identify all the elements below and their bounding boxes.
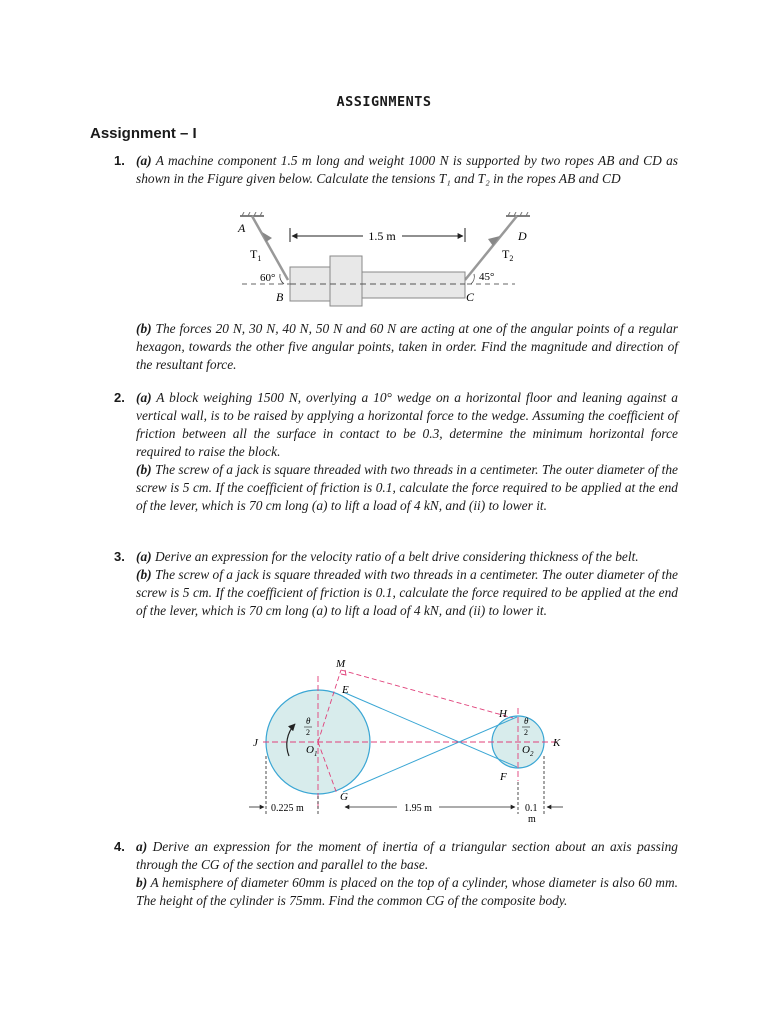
part-label: b)	[136, 875, 148, 890]
label-a: A	[238, 221, 246, 235]
dimension-right: 0.1	[525, 803, 538, 814]
right-support-icon	[506, 212, 530, 216]
part-label: a)	[136, 839, 148, 854]
label-d: D	[518, 229, 527, 243]
shaft-collar	[330, 256, 362, 306]
question-1	[114, 152, 678, 188]
question-text: The screw of a jack is square threaded with two threads in a centimeter. The outer diameter of the screw is 5 cm. If the coefficient of friction is 0.1, calculate the force required to be applied at the end of the lever, which is 70 cm long (a) to lift a load of 4 kN, and (ii) to lower it.	[136, 462, 678, 513]
belt-lower	[343, 717, 517, 792]
label-t2: $T_2$	[502, 247, 514, 263]
dimension-left: 0.225 m	[271, 803, 304, 814]
angle-right: 45°	[479, 271, 495, 283]
angle-left: 60°	[260, 272, 276, 284]
question-number: 2.	[114, 390, 125, 405]
question-text: A block weighing 1500 N, overlying a 10° wedge on a horizontal floor and leaning against a vertical wall, is to be raised by applying a horizontal force to the wedge. Assuming the coefficient of friction between all the surface in contact to be 0.3, determine the minimum horizontal force required to raise the block.	[136, 390, 678, 459]
label-m: M	[336, 658, 346, 670]
label-t1: $T_1$	[250, 247, 262, 263]
label-o2: $O_2$	[522, 744, 534, 758]
question-3	[114, 548, 678, 620]
dimension-mid: 1.95 m	[404, 803, 432, 814]
theta-left-two: 2	[306, 728, 310, 737]
belt-drive-figure	[245, 656, 575, 826]
part-label: (b)	[136, 567, 152, 582]
label-e: E	[342, 684, 349, 696]
question-4	[114, 838, 678, 910]
rope-ab	[252, 216, 288, 280]
label-k: K	[553, 737, 561, 749]
label-f: F	[500, 771, 507, 783]
question-1b	[114, 320, 678, 374]
part-label: (a)	[136, 549, 152, 564]
question-text: A machine component 1.5 m long and weight 1000 N is supported by two ropes AB and CD as shown in the Figure given below. Calculate the tensions T₁ and T₂ in the ropes AB and CD	[136, 153, 678, 186]
question-number: 1.	[114, 153, 125, 168]
question-text: A hemisphere of diameter 60mm is placed on the top of a cylinder, whose diameter is also 60 mm. The height of the cylinder is 75mm. Find the common CG of the composite body.	[136, 875, 678, 908]
label-h: H	[499, 708, 507, 720]
question-text: The screw of a jack is square threaded with two threads in a centimeter. The outer diameter of the screw is 5 cm. If the coefficient of friction is 0.1, calculate the force required to be applied at the end of the lever, which is 70 cm long (a) to lift a load of 4 kN, and (ii) to lower it.	[136, 567, 678, 618]
dimension-span: 1.5 m	[368, 229, 396, 243]
label-g: G	[340, 791, 348, 803]
label-j: J	[253, 737, 258, 749]
label-b: B	[276, 290, 284, 304]
question-number: 4.	[114, 839, 125, 854]
dimension-right-unit: m	[528, 814, 536, 825]
label-o1: $O_1$	[306, 744, 318, 758]
label-c: C	[466, 290, 475, 304]
part-label: (a)	[136, 390, 152, 405]
theta-left: θ	[306, 716, 311, 726]
question-2	[114, 389, 678, 515]
left-support-icon	[240, 212, 264, 216]
page-title: ASSIGNMENTS	[336, 94, 432, 110]
part-label: (b)	[136, 462, 152, 477]
shaft-right	[362, 272, 465, 298]
part-label: (a)	[136, 153, 152, 168]
assignment-heading: Assignment – I	[90, 125, 197, 142]
theta-right: θ	[524, 716, 529, 726]
part-label: (b)	[136, 321, 152, 336]
question-text: Derive an expression for the moment of inertia of a triangular section about an axis passing through the CG of the section and parallel to the base.	[136, 839, 678, 872]
question-text: Derive an expression for the velocity ratio of a belt drive considering thickness of the belt.	[151, 549, 639, 564]
belt-upper	[343, 692, 517, 767]
theta-right-two: 2	[524, 728, 528, 737]
beam-figure	[230, 212, 530, 307]
question-number: 3.	[114, 549, 125, 564]
question-text: The forces 20 N, 30 N, 40 N, 50 N and 60 N are acting at one of the angular points of a regular hexagon, towards the other five angular points, taken in order. Find the magnitude and direction of the resultant force.	[136, 321, 678, 372]
